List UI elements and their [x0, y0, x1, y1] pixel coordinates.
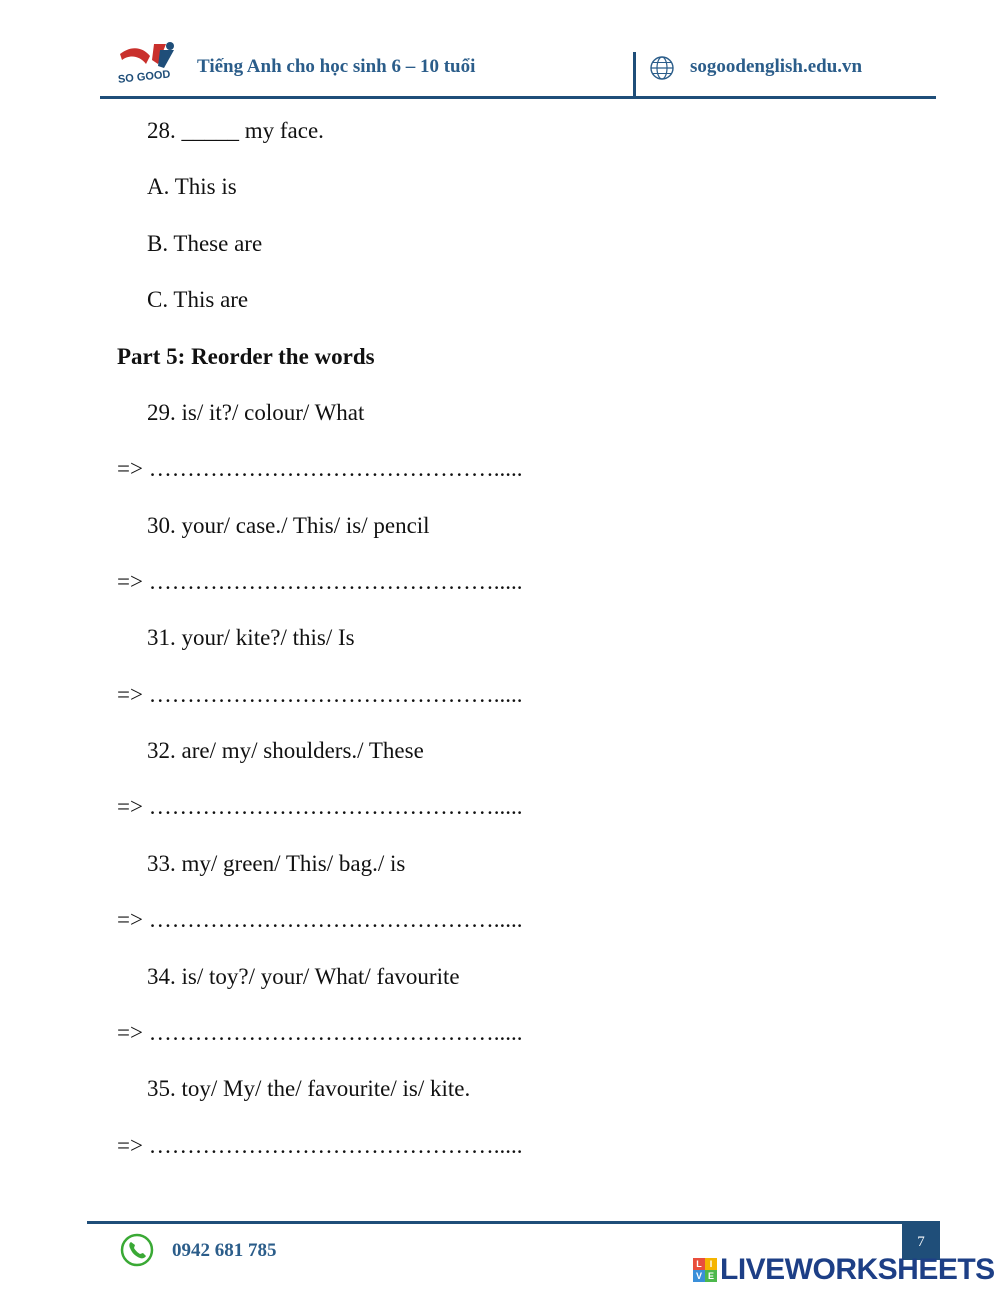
page-header	[0, 0, 1000, 100]
header-website[interactable]: sogoodenglish.edu.vn	[690, 56, 863, 77]
globe-icon	[649, 55, 675, 81]
logo-text: SO GOOD	[117, 68, 171, 86]
question-31: 31. your/ kite?/ this/ Is	[147, 625, 355, 650]
answer-line-29[interactable]: => ……………………………………….....	[117, 456, 523, 481]
liveworksheets-wordmark: LIVEWORKSHEETS	[720, 1253, 995, 1286]
question-32: 32. are/ my/ shoulders./ These	[147, 738, 424, 763]
liveworksheets-badge-icon: L I V E	[693, 1258, 717, 1282]
part-5-title: Part 5: Reorder the words	[117, 344, 375, 369]
question-28-option-b: B. These are	[147, 231, 263, 256]
page-number: 7	[902, 1224, 940, 1260]
header-title: Tiếng Anh cho học sinh 6 – 10 tuổi	[197, 56, 476, 77]
footer-phone[interactable]: 0942 681 785	[172, 1240, 277, 1261]
so-good-logo-icon	[116, 40, 178, 88]
question-29: 29. is/ it?/ colour/ What	[147, 400, 365, 425]
answer-line-34[interactable]: => ……………………………………….....	[117, 1020, 523, 1045]
question-30: 30. your/ case./ This/ is/ pencil	[147, 513, 430, 538]
question-34: 34. is/ toy?/ your/ What/ favourite	[147, 964, 460, 989]
phone-icon	[120, 1233, 154, 1267]
question-33: 33. my/ green/ This/ bag./ is	[147, 851, 406, 876]
question-28-option-c: C. This are	[147, 287, 249, 312]
answer-line-33[interactable]: => ……………………………………….....	[117, 907, 523, 932]
header-divider	[100, 96, 936, 99]
answer-line-35[interactable]: => ……………………………………….....	[117, 1133, 523, 1158]
question-28-stem: 28. _____ my face.	[147, 118, 324, 143]
answer-line-32[interactable]: => ……………………………………….....	[117, 794, 523, 819]
header-separator	[633, 52, 636, 98]
question-35: 35. toy/ My/ the/ favourite/ is/ kite.	[147, 1076, 471, 1101]
footer-divider	[87, 1221, 940, 1224]
answer-line-31[interactable]: => ……………………………………….....	[117, 682, 523, 707]
answer-line-30[interactable]: => ……………………………………….....	[117, 569, 523, 594]
liveworksheets-logo	[693, 1253, 995, 1287]
question-28-option-a: A. This is	[147, 174, 237, 199]
